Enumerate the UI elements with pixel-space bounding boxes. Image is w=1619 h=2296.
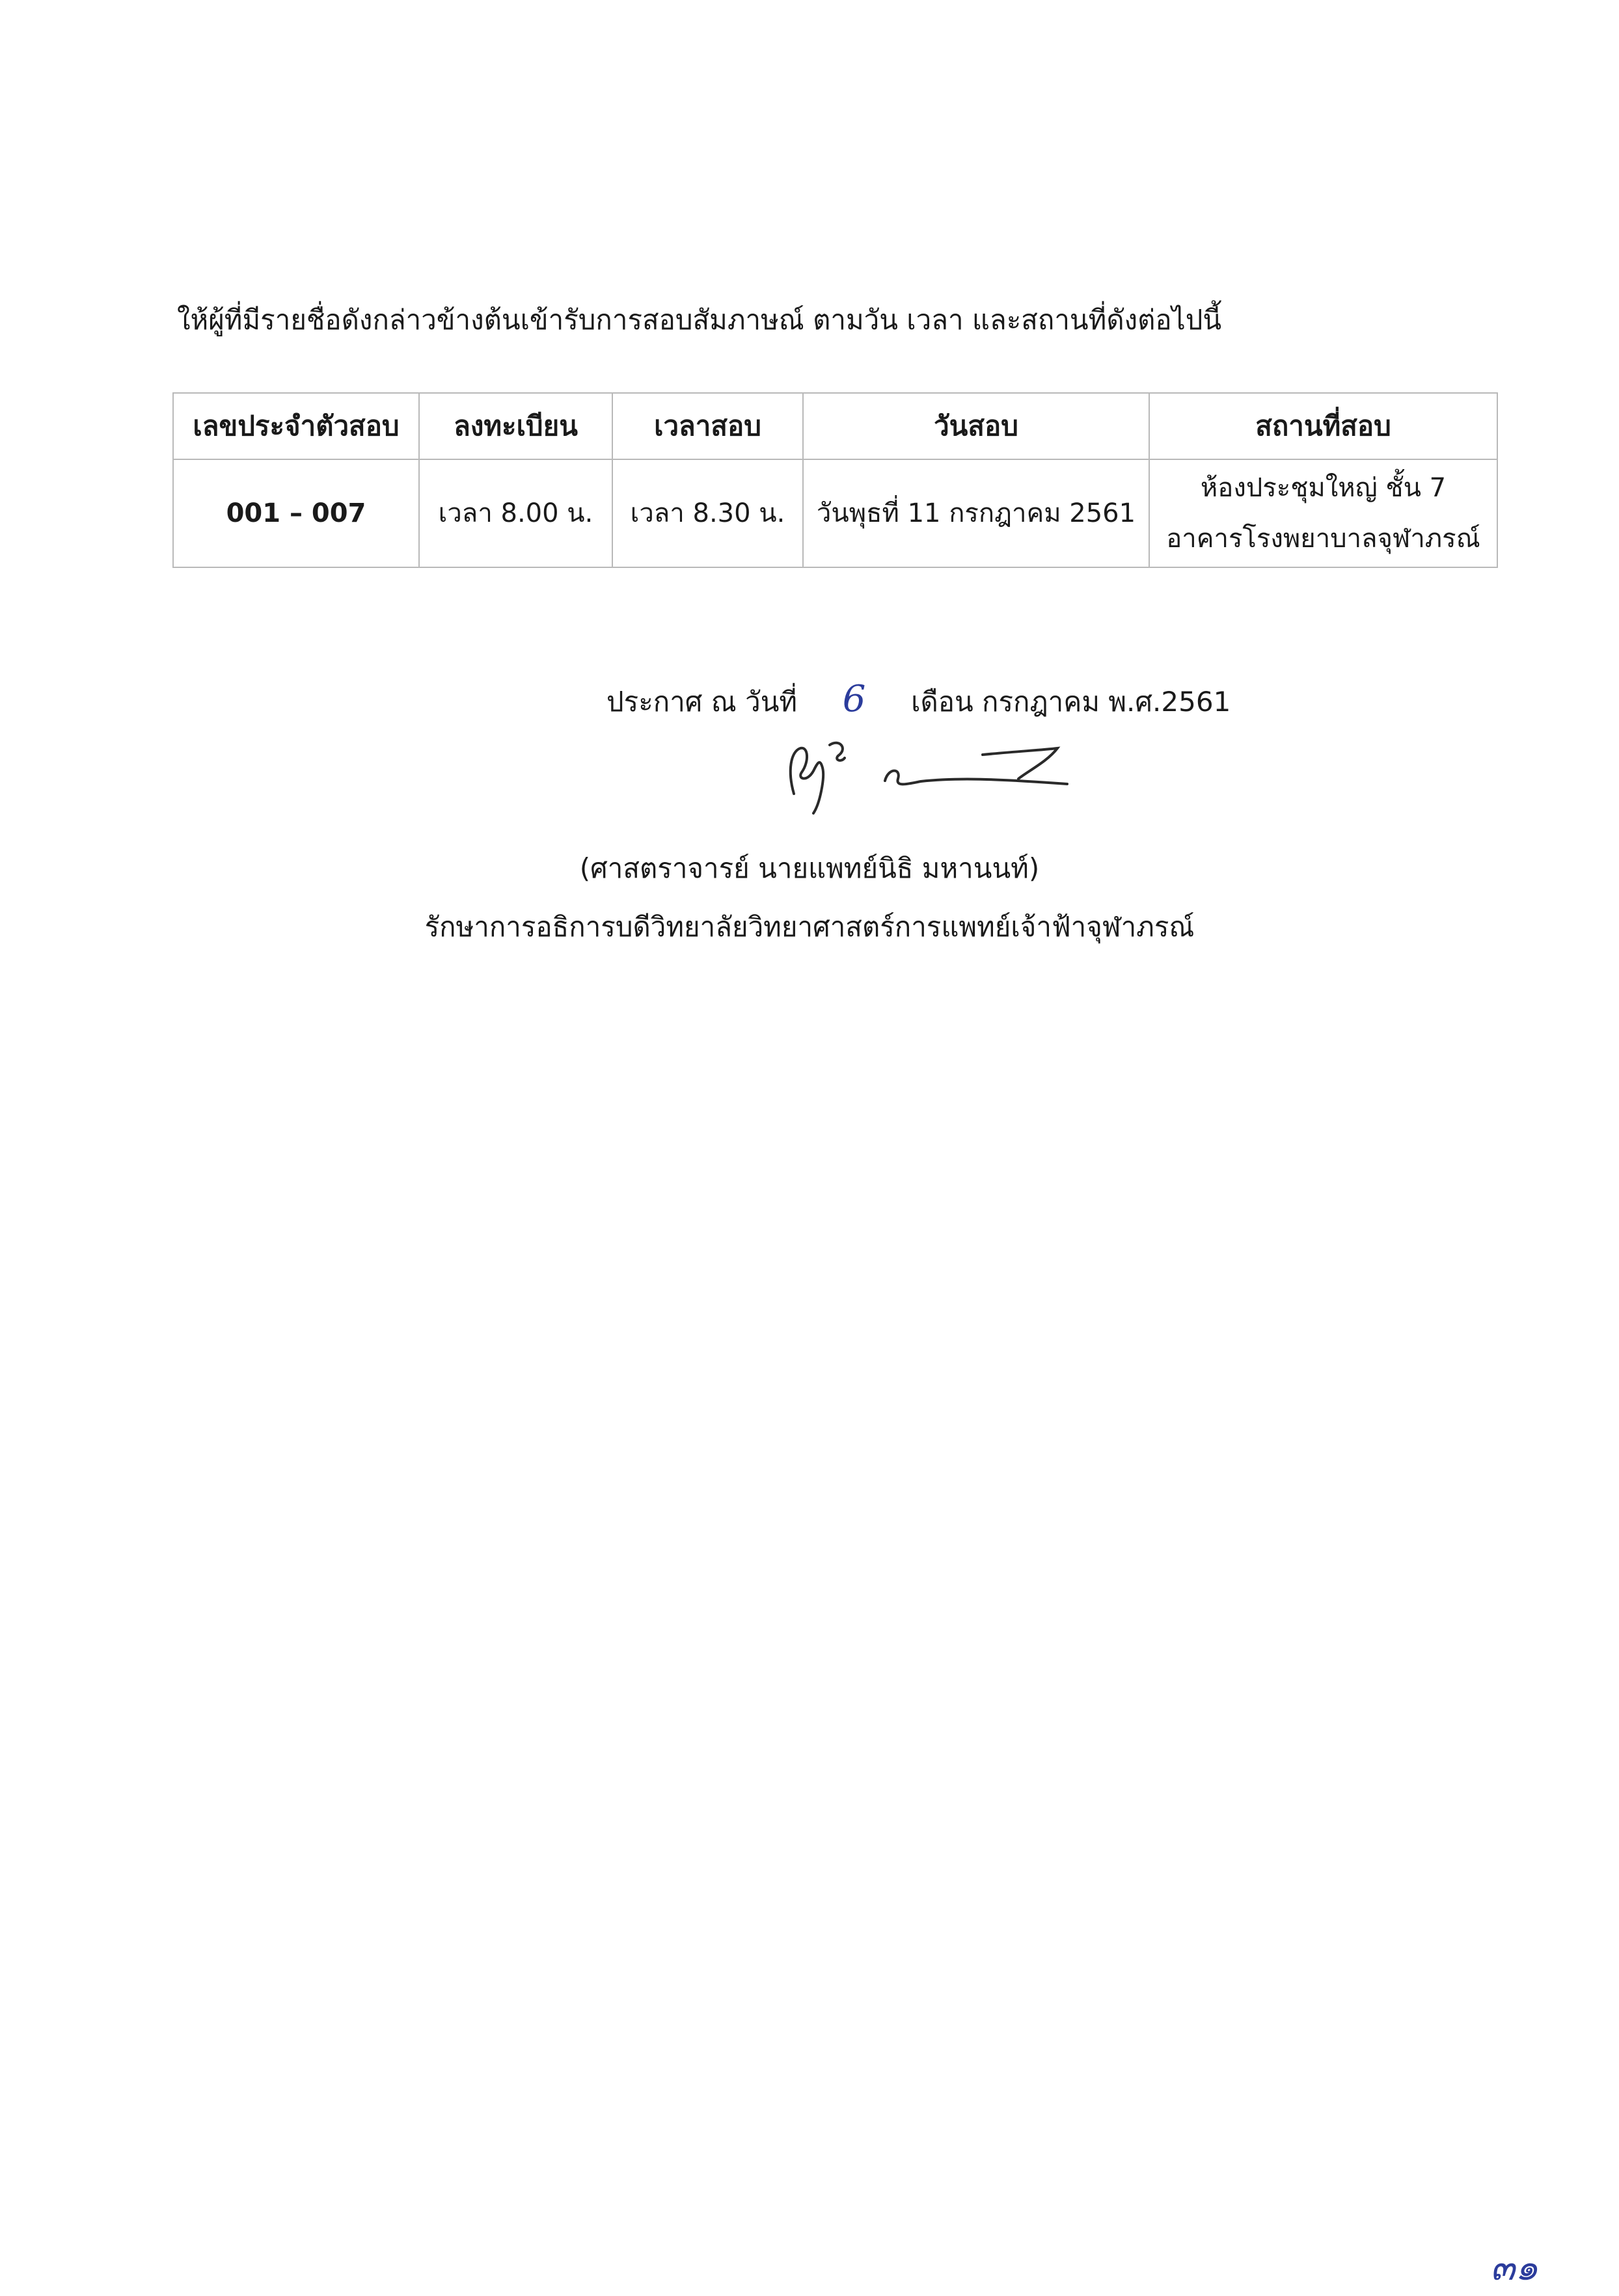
handwritten-signature (768, 732, 1080, 817)
header-exam-date: วันสอบ (803, 393, 1149, 459)
announcement-prefix: ประกาศ ณ วันที่ (606, 686, 798, 718)
table-row (173, 459, 1497, 567)
cell-exam-date: วันพุธที่ 11 กรกฎาคม 2561 (803, 459, 1149, 567)
announcement-suffix: เดือน กรกฎาคม พ.ศ.2561 (911, 686, 1231, 718)
cell-exam-id: 001 – 007 (173, 459, 419, 567)
signer-position: รักษาการอธิการบดีวิทยาลัยวิทยาศาสตร์การแพทย์เจ้าฟ้าจุฬาภรณ์ (424, 911, 1195, 943)
signer-name: (ศาสตราจารย์ นายแพทย์นิธิ มหานนท์) (579, 852, 1040, 884)
cell-registration: เวลา 8.00 น. (419, 459, 612, 567)
cell-location (1149, 459, 1497, 567)
header-location: สถานที่สอบ (1149, 393, 1497, 459)
cell-exam-time: เวลา 8.30 น. (612, 459, 803, 567)
intro-text: ให้ผู้ที่มีรายชื่อดังกล่าวข้างต้นเข้ารับการสอบสัมภาษณ์ ตามวัน เวลา และสถานที่ดังต่อไปนี้ (177, 304, 1222, 336)
handwritten-day: 6 (842, 678, 866, 720)
location-line-1: ห้องประชุมใหญ่ ชั้น 7 (1200, 473, 1447, 503)
header-registration: ลงทะเบียน (419, 393, 612, 459)
interview-schedule-table (172, 392, 1498, 568)
header-exam-time: เวลาสอบ (612, 393, 803, 459)
announcement-date (606, 677, 1231, 725)
handwritten-page-mark: ๓๑ (1490, 2247, 1538, 2289)
table-header-row (173, 393, 1497, 459)
header-exam-id: เลขประจำตัวสอบ (173, 393, 419, 459)
location-line-2: อาคารโรงพยาบาลจุฬาภรณ์ (1166, 524, 1480, 554)
